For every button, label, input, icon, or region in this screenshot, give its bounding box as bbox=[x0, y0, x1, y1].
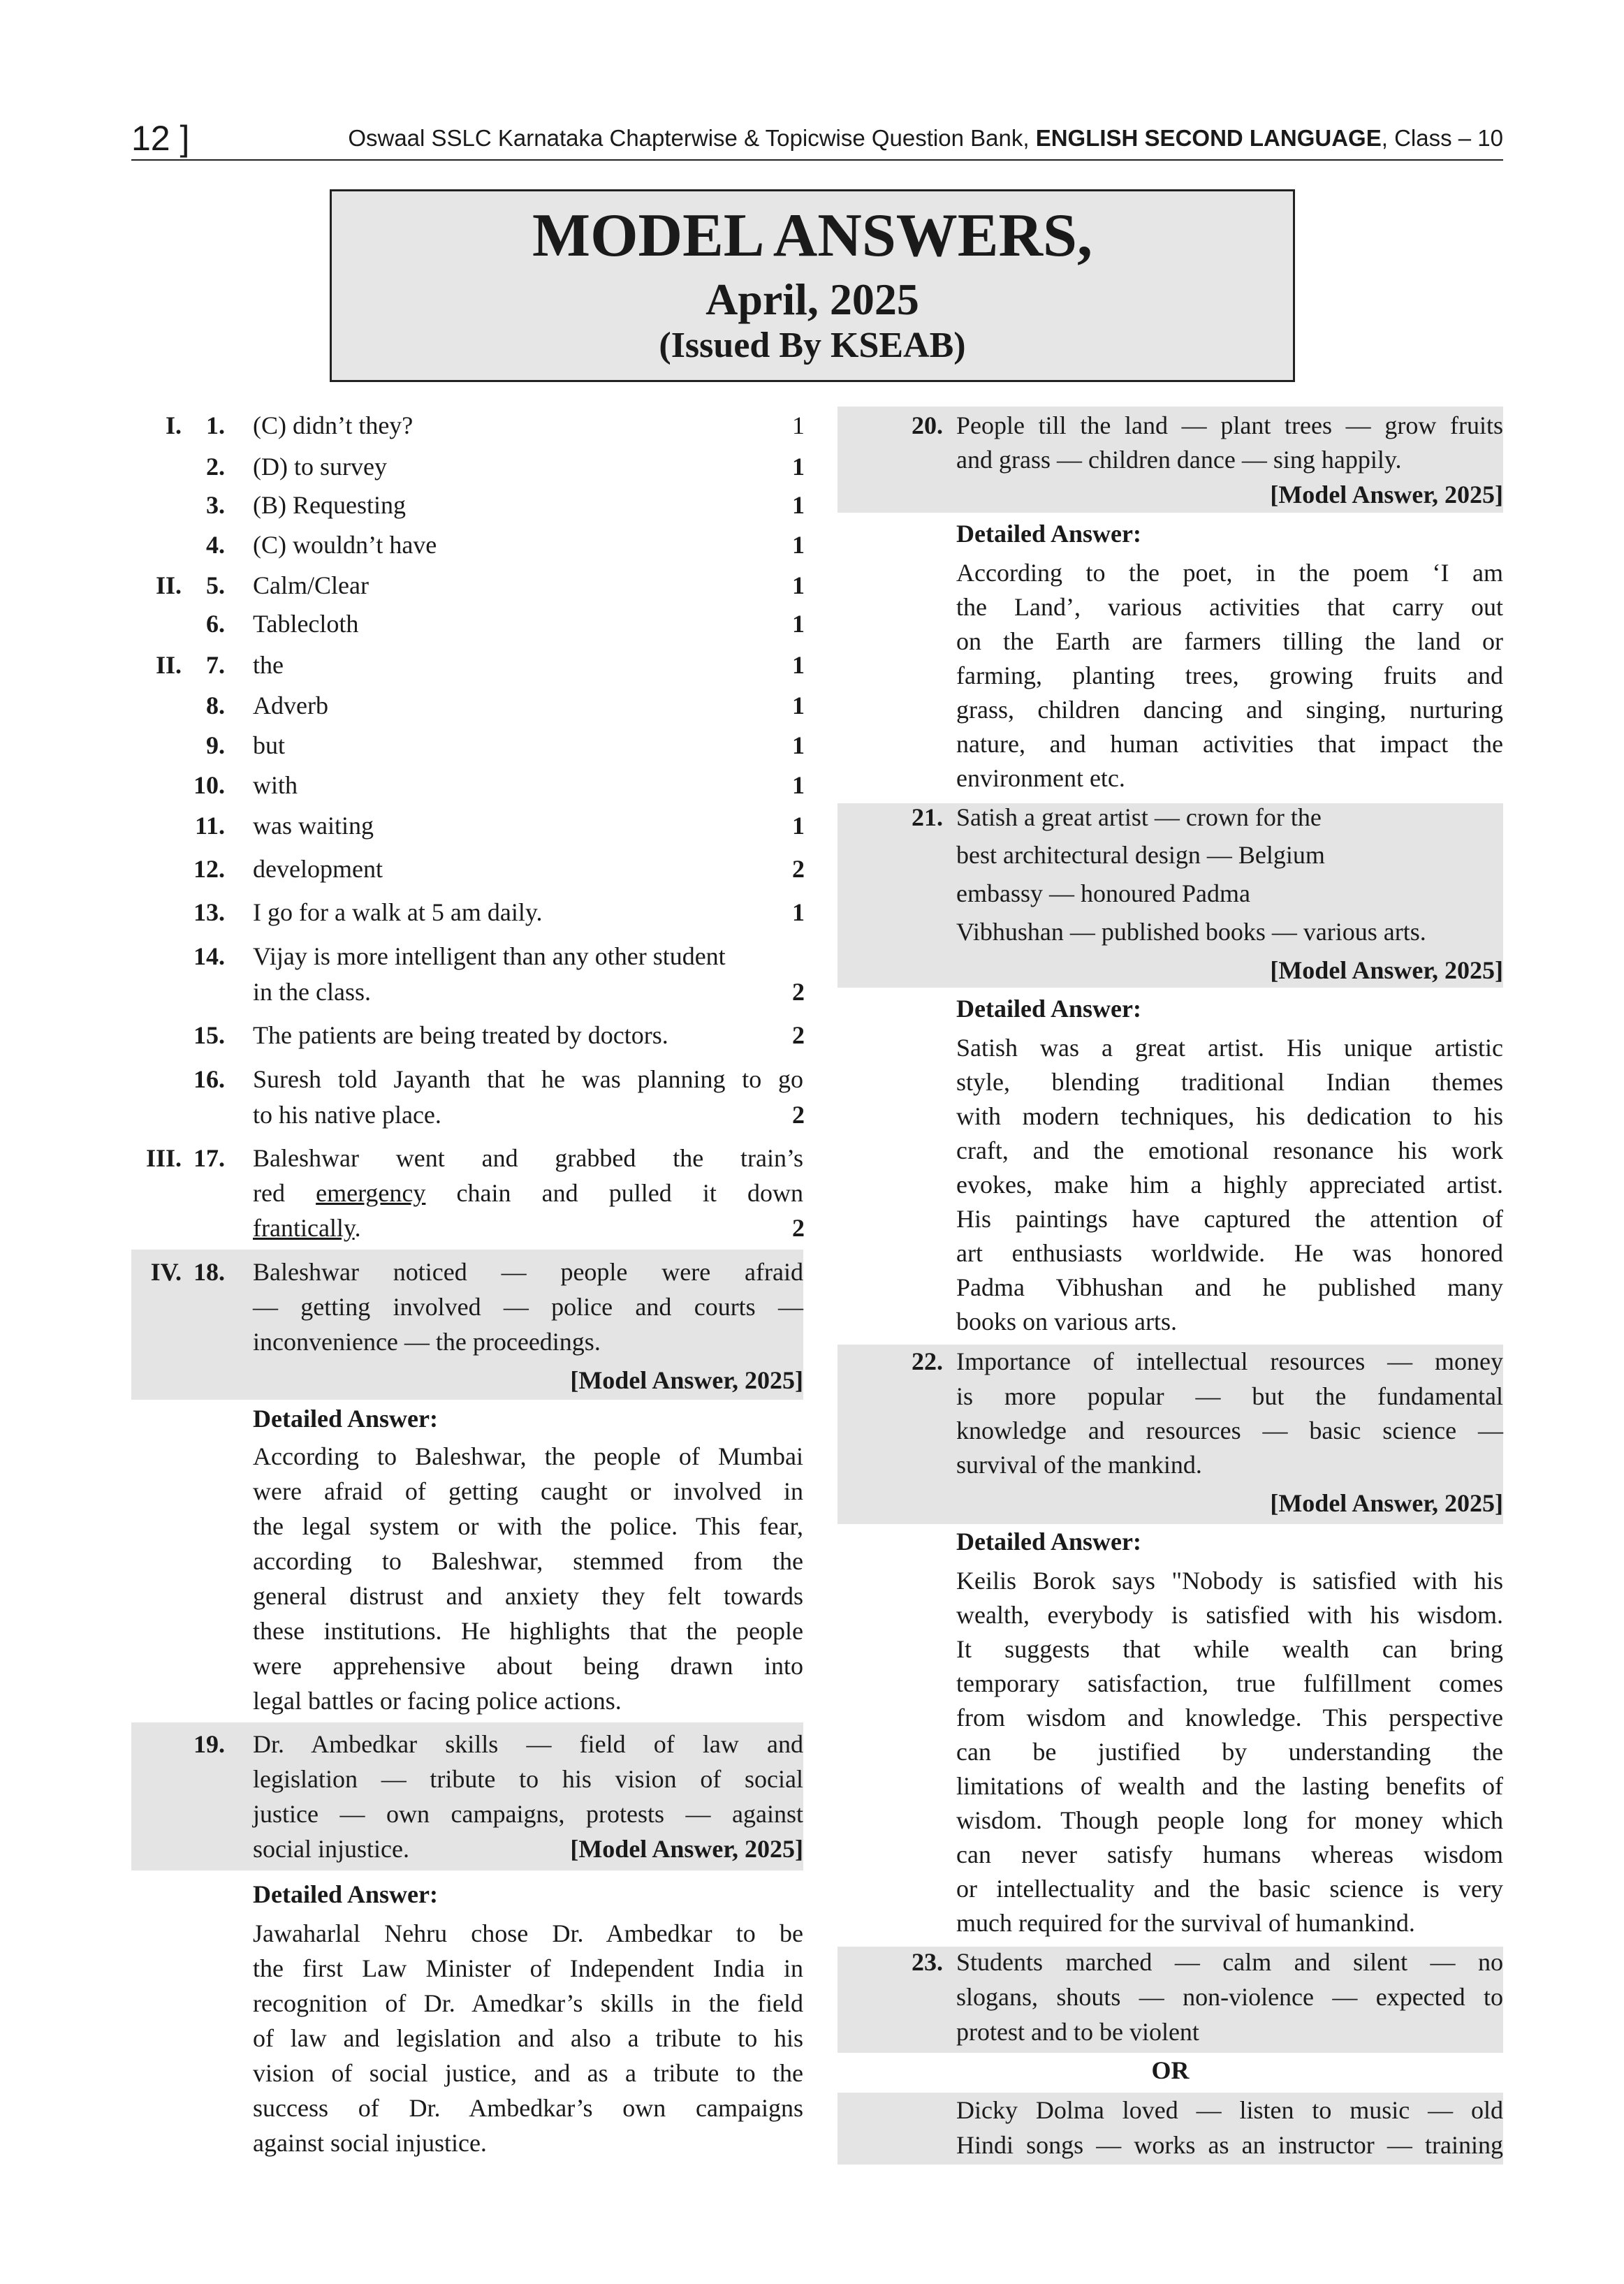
question-number: 22. bbox=[912, 1347, 943, 1375]
question-number: 16. bbox=[193, 1065, 225, 1093]
question-number: 4. bbox=[206, 531, 225, 559]
answer-text: Vijay is more intelligent than any other student bbox=[253, 942, 726, 970]
answer-text: to his native place. bbox=[253, 1101, 441, 1129]
title-issued-by: (Issued By KSEAB) bbox=[659, 325, 966, 365]
marks: 1 bbox=[792, 610, 805, 638]
answer-text: Importance of intellectual resources — money bbox=[956, 1347, 1503, 1375]
detail-line: farming, planting trees, growing fruits and bbox=[956, 661, 1503, 689]
detail-line: temporary satisfaction, true fulfillment comes bbox=[956, 1669, 1503, 1697]
question-number: 20. bbox=[912, 411, 943, 439]
marks: 1 bbox=[792, 411, 805, 439]
section-roman: II. bbox=[155, 571, 182, 599]
answer-text: the bbox=[253, 651, 284, 679]
answer-text: inconvenience — the proceedings. bbox=[253, 1328, 601, 1356]
underlined-word: emergency bbox=[316, 1179, 426, 1207]
detail-line: or intellectuality and the basic science is very bbox=[956, 1875, 1503, 1903]
detail-line: the Land’, various activities that carry out bbox=[956, 593, 1503, 621]
answer-text: social injustice. bbox=[253, 1835, 409, 1863]
answer-text: (B) Requesting bbox=[253, 491, 406, 519]
answer-text: Vibhushan — published books — various arts. bbox=[956, 918, 1426, 946]
detail-line: were afraid of getting caught or involved in bbox=[253, 1477, 803, 1505]
running-title-class: , Class – 10 bbox=[1381, 125, 1503, 151]
running-title bbox=[348, 123, 1503, 154]
detail-line: environment etc. bbox=[956, 764, 1125, 792]
answer-text bbox=[253, 1211, 361, 1245]
section-roman: IV. bbox=[150, 1258, 182, 1286]
model-answer-tag: [Model Answer, 2025] bbox=[570, 1835, 803, 1863]
detail-line: were apprehensive about being drawn into bbox=[253, 1652, 803, 1680]
model-answer-tag: [Model Answer, 2025] bbox=[1270, 1489, 1503, 1517]
detail-line: wisdom. Though people long for money which bbox=[956, 1806, 1503, 1834]
marks: 1 bbox=[792, 691, 805, 719]
answer-text: — getting involved — police and courts — bbox=[253, 1293, 803, 1321]
answer-text-part: red bbox=[253, 1179, 316, 1207]
running-title-subject: ENGLISH SECOND LANGUAGE bbox=[1035, 125, 1382, 151]
marks: 2 bbox=[792, 1101, 805, 1129]
answer-text: and grass — children dance — sing happily. bbox=[956, 446, 1402, 474]
detail-line: can never satisfy humans whereas wisdom bbox=[956, 1840, 1503, 1868]
detail-line: Padma Vibhushan and he published many bbox=[956, 1273, 1503, 1301]
answer-text: I go for a walk at 5 am daily. bbox=[253, 898, 543, 926]
detail-line: with modern techniques, his dedication to his bbox=[956, 1102, 1503, 1130]
answer-text: was waiting bbox=[253, 812, 374, 840]
detail-line: of law and legislation and also a tribute to his bbox=[253, 2024, 803, 2052]
detail-line: Keilis Borok says "Nobody is satisfied with his bbox=[956, 1567, 1503, 1595]
detail-line: according to Baleshwar, stemmed from the bbox=[253, 1547, 803, 1575]
detail-line: art enthusiasts worldwide. He was honored bbox=[956, 1239, 1503, 1267]
marks: 1 bbox=[792, 812, 805, 840]
question-number: 14. bbox=[193, 942, 225, 970]
answer-text: Satish a great artist — crown for the bbox=[956, 803, 1322, 831]
detail-line: According to the poet, in the poem ‘I am bbox=[956, 559, 1503, 587]
detail-line: style, blending traditional Indian themes bbox=[956, 1068, 1503, 1096]
detail-line: general distrust and anxiety they felt towards bbox=[253, 1582, 803, 1610]
marks: 1 bbox=[792, 651, 805, 679]
detail-line: vision of social justice, and as a tribute to the bbox=[253, 2059, 803, 2087]
model-answer-tag: [Model Answer, 2025] bbox=[570, 1366, 803, 1394]
detail-line: Jawaharlal Nehru chose Dr. Ambedkar to be bbox=[253, 1919, 803, 1947]
answer-text: but bbox=[253, 731, 286, 759]
detail-line: these institutions. He highlights that the people bbox=[253, 1617, 803, 1645]
answer-text: with bbox=[253, 771, 298, 799]
answer-text: survival of the mankind. bbox=[956, 1451, 1202, 1479]
detail-line: on the Earth are farmers tilling the land or bbox=[956, 627, 1503, 655]
answer-text: is more popular — but the fundamental bbox=[956, 1382, 1503, 1410]
answer-text: embassy — honoured Padma bbox=[956, 879, 1250, 907]
answer-text: People till the land — plant trees — grow fruits bbox=[956, 411, 1503, 439]
answer-text bbox=[253, 1176, 803, 1210]
marks: 2 bbox=[792, 1214, 805, 1242]
marks: 1 bbox=[792, 731, 805, 759]
page-number: 12 ] bbox=[131, 119, 190, 158]
question-number: 7. bbox=[206, 651, 225, 679]
answer-text: legislation — tribute to his vision of social bbox=[253, 1765, 803, 1793]
answer-text: (C) wouldn’t have bbox=[253, 531, 437, 559]
question-number: 15. bbox=[193, 1021, 225, 1049]
answer-text: Baleshwar went and grabbed the train’s bbox=[253, 1144, 803, 1172]
question-number: 13. bbox=[193, 898, 225, 926]
marks: 1 bbox=[792, 571, 805, 599]
answer-text: justice — own campaigns, protests — against bbox=[253, 1800, 803, 1828]
answer-text: Dicky Dolma loved — listen to music — old bbox=[956, 2096, 1503, 2124]
question-number: 21. bbox=[912, 803, 943, 831]
answer-text: Students marched — calm and silent — no bbox=[956, 1948, 1503, 1976]
marks: 1 bbox=[792, 531, 805, 559]
marks: 2 bbox=[792, 978, 805, 1006]
answer-text: development bbox=[253, 855, 383, 883]
question-number: 18. bbox=[193, 1258, 225, 1286]
section-roman: III. bbox=[145, 1144, 182, 1172]
question-number: 11. bbox=[194, 812, 225, 840]
model-answer-tag: [Model Answer, 2025] bbox=[1270, 481, 1503, 508]
answer-text: Calm/Clear bbox=[253, 571, 369, 599]
question-number: 3. bbox=[206, 491, 225, 519]
detail-line: limitations of wealth and the lasting benefits of bbox=[956, 1772, 1503, 1800]
title-date: April, 2025 bbox=[705, 274, 919, 324]
detail-line: can be justified by understanding the bbox=[956, 1738, 1503, 1766]
page-title: MODEL ANSWERS, bbox=[532, 202, 1092, 270]
answer-text: best architectural design — Belgium bbox=[956, 841, 1325, 869]
detail-line: craft, and the emotional resonance his work bbox=[956, 1136, 1503, 1164]
answer-text: Suresh told Jayanth that he was planning to go bbox=[253, 1065, 803, 1093]
answer-text: Adverb bbox=[253, 691, 328, 719]
answer-text: (C) didn’t they? bbox=[253, 411, 414, 439]
detail-line: legal battles or facing police actions. bbox=[253, 1687, 622, 1715]
question-number: 5. bbox=[206, 571, 225, 599]
answer-text: The patients are being treated by doctors. bbox=[253, 1021, 668, 1049]
answer-text: slogans, shouts — non-violence — expected to bbox=[956, 1983, 1503, 2011]
section-roman: II. bbox=[155, 651, 182, 679]
question-number: 23. bbox=[912, 1948, 943, 1976]
answer-text: Tablecloth bbox=[253, 610, 359, 638]
detail-line: wealth, everybody is satisfied with his wisdom. bbox=[956, 1601, 1503, 1629]
answer-text: Dr. Ambedkar skills — field of law and bbox=[253, 1730, 803, 1758]
detailed-answer-heading: Detailed Answer: bbox=[253, 1880, 438, 1908]
marks: 1 bbox=[792, 453, 805, 481]
detailed-answer-heading: Detailed Answer: bbox=[253, 1405, 438, 1433]
marks: 2 bbox=[792, 855, 805, 883]
detail-line: evokes, make him a highly appreciated artist. bbox=[956, 1171, 1503, 1199]
marks: 1 bbox=[792, 491, 805, 519]
answer-text: in the class. bbox=[253, 978, 371, 1006]
detailed-answer-heading: Detailed Answer: bbox=[956, 1528, 1141, 1555]
header-rule bbox=[131, 159, 1503, 161]
detail-line: the first Law Minister of Independent India in bbox=[253, 1954, 803, 1982]
answer-text: Hindi songs — works as an instructor — training bbox=[956, 2131, 1503, 2159]
question-number: 12. bbox=[193, 855, 225, 883]
section-roman: I. bbox=[165, 411, 182, 439]
detail-line: grass, children dancing and singing, nurturing bbox=[956, 696, 1503, 724]
answer-text: knowledge and resources — basic science — bbox=[956, 1416, 1503, 1444]
detail-line: against social injustice. bbox=[253, 2129, 487, 2157]
or-divider: OR bbox=[1151, 2056, 1190, 2084]
answer-text-part: chain and pulled it down bbox=[425, 1179, 803, 1207]
detail-line: from wisdom and knowledge. This perspective bbox=[956, 1704, 1503, 1732]
answer-text: Baleshwar noticed — people were afraid bbox=[253, 1258, 803, 1286]
detail-line: recognition of Dr. Amedkar’s skills in the field bbox=[253, 1989, 803, 2017]
title-box bbox=[330, 189, 1295, 382]
detail-line: According to Baleshwar, the people of Mumbai bbox=[253, 1442, 803, 1470]
marks: 1 bbox=[792, 771, 805, 799]
underlined-word: frantically bbox=[253, 1214, 355, 1242]
question-number: 9. bbox=[206, 731, 225, 759]
question-number: 1. bbox=[206, 411, 225, 439]
answer-text-part: . bbox=[354, 1214, 361, 1242]
detail-line: Satish was a great artist. His unique artistic bbox=[956, 1034, 1503, 1062]
detailed-answer-heading: Detailed Answer: bbox=[956, 520, 1141, 548]
marks: 2 bbox=[792, 1021, 805, 1049]
detail-line: success of Dr. Ambedkar’s own campaigns bbox=[253, 2094, 803, 2122]
detail-line: books on various arts. bbox=[956, 1308, 1177, 1335]
page-header bbox=[131, 117, 1503, 159]
marks: 1 bbox=[792, 898, 805, 926]
question-number: 17. bbox=[193, 1144, 225, 1172]
model-answer-tag: [Model Answer, 2025] bbox=[1270, 956, 1503, 984]
detail-line: the legal system or with the police. This fear, bbox=[253, 1512, 803, 1540]
detail-line: nature, and human activities that impact the bbox=[956, 730, 1503, 758]
detail-line: His paintings have captured the attention of bbox=[956, 1205, 1503, 1233]
question-number: 6. bbox=[206, 610, 225, 638]
answer-text: (D) to survey bbox=[253, 453, 387, 481]
answer-text: protest and to be violent bbox=[956, 2018, 1199, 2046]
question-number: 2. bbox=[206, 453, 225, 481]
question-number: 8. bbox=[206, 691, 225, 719]
question-number: 19. bbox=[193, 1730, 225, 1758]
running-title-prefix: Oswaal SSLC Karnataka Chapterwise & Topicwise Question Bank, bbox=[348, 125, 1036, 151]
detailed-answer-heading: Detailed Answer: bbox=[956, 995, 1141, 1023]
detail-line: It suggests that while wealth can bring bbox=[956, 1635, 1503, 1663]
detail-line: much required for the survival of humankind. bbox=[956, 1909, 1415, 1937]
question-number: 10. bbox=[193, 771, 225, 799]
